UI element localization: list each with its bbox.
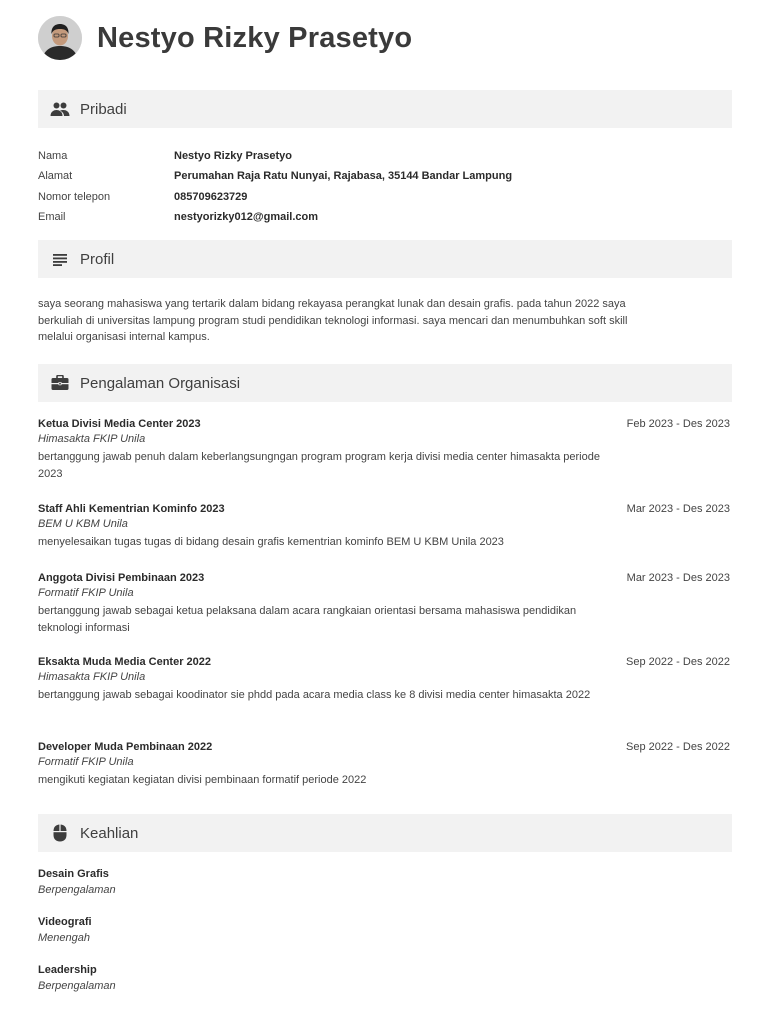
experience-date: Sep 2022 - Des 2022 [626, 656, 730, 668]
experience-description: bertanggung jawab penuh dalam keberlangsungngan program program kerja divisi media center himasakta periode 2023 [38, 451, 600, 480]
text-lines-icon [50, 249, 70, 269]
skill-name: Leadership [38, 964, 97, 976]
experience-date: Mar 2023 - Des 2023 [626, 572, 730, 584]
experience-description: mengikuti kegiatan kegiatan divisi pembinaan formatif periode 2022 [38, 774, 367, 786]
info-row-phone [38, 187, 732, 207]
experience-title: Eksakta Muda Media Center 2022 [38, 656, 212, 668]
skill-level: Berpengalaman [38, 884, 116, 896]
experience-title: Ketua Divisi Media Center 2023 [38, 418, 201, 430]
page-title: Nestyo Rizky Prasetyo [97, 21, 413, 54]
experience-organization: BEM U KBM Unila [38, 518, 128, 530]
experience-item [38, 503, 730, 551]
info-value: Perumahan Raja Ratu Nunyai, Rajabasa, 35144 Bandar Lampung [174, 170, 513, 183]
section-title: Profil [80, 250, 115, 268]
info-row-email [38, 207, 732, 227]
info-row-address [38, 166, 732, 186]
experience-organization: Formatif FKIP Unila [38, 756, 134, 768]
section-experience [38, 364, 732, 402]
experience-description: bertanggung jawab sebagai ketua pelaksana dalam acara rangkaian orientasi bersama mahasiswa pendidikan teknologi informasi [38, 605, 577, 634]
section-header-profile [38, 240, 732, 278]
skill-level: Berpengalaman [38, 980, 116, 992]
section-title: Pengalaman Organisasi [80, 374, 241, 392]
section-skills [38, 814, 732, 852]
info-value: Nestyo Rizky Prasetyo [174, 150, 292, 163]
info-label: Nomor telepon [38, 190, 111, 203]
skill-level: Menengah [38, 932, 90, 944]
resume-header [38, 16, 412, 60]
section-title: Keahlian [80, 824, 139, 842]
section-header-personal [38, 90, 732, 128]
people-icon [50, 99, 70, 119]
experience-organization: Himasakta FKIP Unila [38, 671, 146, 683]
experience-title: Staff Ahli Kementrian Kominfo 2023 [38, 503, 225, 515]
experience-date: Mar 2023 - Des 2023 [626, 503, 730, 515]
experience-item [38, 741, 730, 789]
mouse-icon [50, 823, 70, 843]
experience-organization: Himasakta FKIP Unila [38, 433, 146, 445]
info-label: Email [38, 211, 66, 224]
experience-title: Anggota Divisi Pembinaan 2023 [38, 572, 205, 584]
experience-description: bertanggung jawab sebagai koodinator sie phdd pada acara media class ke 8 divisi media center himasakta 2022 [38, 689, 591, 701]
avatar [38, 16, 82, 60]
skill-name: Desain Grafis [38, 868, 109, 880]
skill-item [38, 868, 338, 896]
info-label: Alamat [38, 170, 73, 183]
info-value: 085709623729 [174, 190, 248, 203]
experience-item [38, 656, 730, 704]
skill-item [38, 964, 338, 992]
experience-organization: Formatif FKIP Unila [38, 587, 134, 599]
experience-date: Sep 2022 - Des 2022 [626, 741, 730, 753]
info-row-name [38, 146, 732, 166]
section-personal [38, 90, 732, 128]
info-value: nestyorizky012@gmail.com [174, 211, 319, 224]
skill-item [38, 916, 338, 944]
briefcase-icon [50, 373, 70, 393]
profile-summary: saya seorang mahasiswa yang tertarik dalam bidang rekayasa perangkat lunak dan desain grafis. pada tahun 2022 saya berkuliah di universitas lampung program studi pendidikan teknologi informasi. saya mencari dan menumbuhkan soft skill melalui organisasi internal kampus. [38, 298, 628, 343]
skill-name: Videografi [38, 916, 92, 928]
personal-info-table [38, 146, 732, 227]
experience-item [38, 572, 730, 636]
section-profile [38, 240, 732, 278]
experience-description: menyelesaikan tugas tugas di bidang desain grafis kementrian kominfo BEM U KBM Unila 2023 [38, 536, 504, 548]
section-header-skills [38, 814, 732, 852]
info-label: Nama [38, 150, 68, 163]
experience-title: Developer Muda Pembinaan 2022 [38, 741, 213, 753]
section-header-experience [38, 364, 732, 402]
section-title: Pribadi [80, 100, 127, 118]
experience-item [38, 418, 730, 482]
experience-date: Feb 2023 - Des 2023 [626, 418, 730, 430]
